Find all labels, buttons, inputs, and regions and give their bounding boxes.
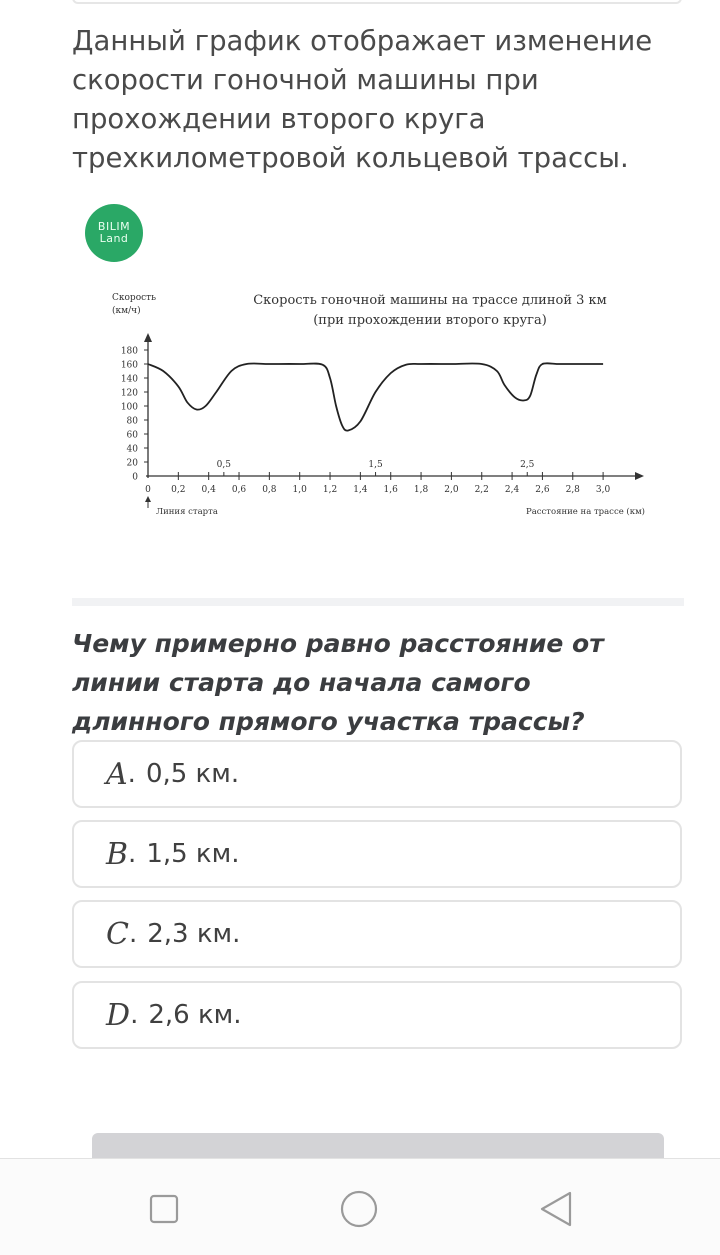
x-tick-label: 0 bbox=[145, 485, 151, 495]
option-b-text: 1,5 км. bbox=[146, 839, 240, 869]
option-a-dot: . bbox=[127, 759, 136, 789]
x-tick-label: 1,2 bbox=[322, 485, 338, 495]
x-tick-label: 1,0 bbox=[292, 485, 307, 495]
option-c-text: 2,3 км. bbox=[147, 919, 241, 949]
x-tick-label: 0,6 bbox=[231, 485, 247, 495]
option-a[interactable] bbox=[72, 740, 682, 808]
option-c[interactable] bbox=[72, 900, 682, 968]
option-d-letter: D bbox=[106, 997, 131, 1033]
square-icon bbox=[149, 1194, 179, 1224]
minor-tick-label: 1,5 bbox=[368, 460, 383, 470]
y-tick-label: 60 bbox=[126, 430, 138, 441]
x-tick-label: 1,4 bbox=[353, 485, 368, 495]
y-tick-label: 100 bbox=[120, 402, 138, 413]
y-axis-unit: (км/ч) bbox=[112, 306, 141, 316]
option-a-text: 0,5 км. bbox=[145, 759, 240, 789]
y-tick-label: 120 bbox=[120, 388, 138, 399]
home-button[interactable] bbox=[339, 1189, 379, 1229]
option-c-dot: . bbox=[128, 919, 138, 949]
x-tick-label: 2,8 bbox=[565, 485, 580, 495]
speed-chart bbox=[100, 284, 660, 524]
x-tick-label: 1,6 bbox=[383, 485, 398, 495]
section-divider bbox=[72, 598, 684, 606]
y-axis-arrow bbox=[144, 333, 152, 342]
start-line-label: Линия старта bbox=[156, 507, 218, 517]
option-b[interactable] bbox=[72, 820, 682, 888]
x-axis-arrow bbox=[635, 472, 644, 480]
x-tick-label: 0,8 bbox=[262, 485, 277, 495]
option-d-dot: . bbox=[130, 1000, 139, 1030]
option-d[interactable] bbox=[72, 981, 682, 1049]
x-axis-label: Расстояние на трассе (км) bbox=[525, 507, 645, 517]
chart-subtitle: (при прохождении второго круга) bbox=[313, 313, 547, 328]
x-tick-label: 2,6 bbox=[535, 485, 550, 495]
android-nav-bar bbox=[0, 1158, 720, 1255]
y-tick-label: 160 bbox=[120, 360, 138, 371]
y-tick-label: 180 bbox=[120, 346, 138, 357]
x-tick-label: 3,0 bbox=[595, 485, 611, 495]
option-a-letter: A bbox=[106, 756, 128, 792]
submit-button[interactable] bbox=[92, 1133, 664, 1159]
x-tick-label: 0,4 bbox=[201, 485, 216, 495]
intro-text: Данный график отображает изменение скорости гоночной машины при прохождении второго круга трехкилометровой кольцевой трассы. bbox=[72, 25, 653, 174]
y-tick-label: 80 bbox=[126, 416, 138, 427]
y-tick-label: 140 bbox=[120, 374, 138, 385]
recent-apps-button[interactable] bbox=[144, 1189, 184, 1229]
chart-svg bbox=[100, 284, 660, 524]
speed-curve bbox=[148, 363, 603, 430]
minor-tick-label: 2,5 bbox=[520, 460, 535, 470]
circle-icon bbox=[340, 1190, 378, 1228]
y-tick-label: 20 bbox=[126, 458, 138, 469]
y-tick-label: 0 bbox=[132, 472, 138, 483]
question-text: Чему примерно равно расстояние от линии старта до начала самого длинного прямого участка трассы? bbox=[72, 629, 604, 736]
x-tick-label: 2,0 bbox=[444, 485, 459, 495]
chart-title: Скорость гоночной машины на трассе длиной 3 км bbox=[253, 293, 607, 308]
minor-tick-label: 0,5 bbox=[216, 460, 232, 470]
bilimland-logo bbox=[85, 204, 143, 262]
x-tick-label: 2,4 bbox=[504, 485, 520, 495]
back-button[interactable] bbox=[536, 1189, 576, 1229]
option-b-dot: . bbox=[128, 839, 137, 869]
logo-line1: BILIM bbox=[97, 220, 131, 233]
x-tick-label: 0,2 bbox=[171, 485, 186, 495]
option-d-text: 2,6 км. bbox=[148, 1000, 242, 1030]
x-tick-label: 2,2 bbox=[474, 485, 489, 495]
option-b-letter: B bbox=[106, 836, 129, 872]
triangle-icon bbox=[539, 1191, 573, 1227]
start-marker-arrow bbox=[145, 496, 151, 502]
option-c-letter: C bbox=[106, 916, 129, 952]
y-axis-label: Скорость bbox=[112, 293, 157, 303]
x-tick-label: 1,8 bbox=[413, 485, 429, 495]
previous-card-edge bbox=[72, 0, 682, 4]
y-tick-label: 40 bbox=[126, 444, 138, 455]
logo-line2: Land bbox=[99, 232, 129, 245]
